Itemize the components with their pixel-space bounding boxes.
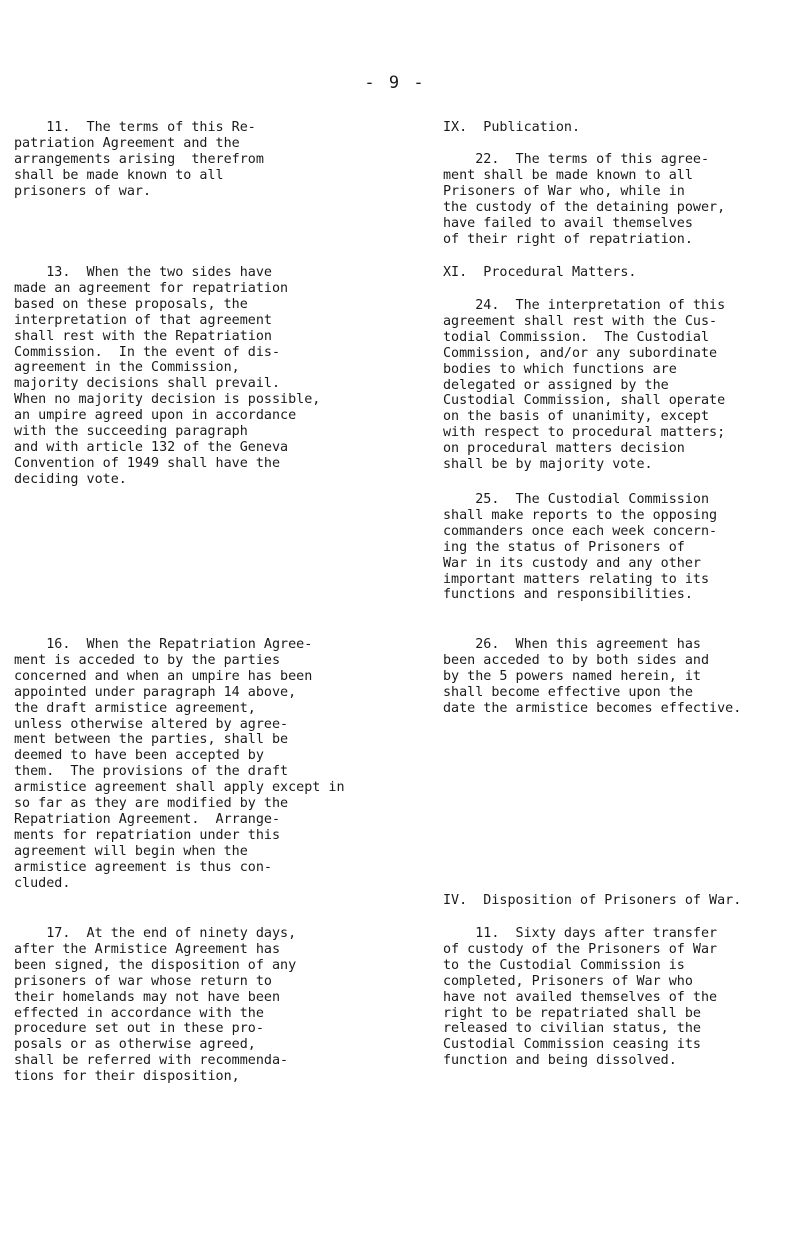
- section-heading-procedural-matters: XI. Procedural Matters.: [443, 265, 637, 280]
- paragraph-13: 13. When the two sides have made an agreement for repatriation based on these proposals, the interpretation of that agreement shall rest with the Repatriation Commission. In the event of dis- agreement in the Commission, majority decisions shall prevail. When no majority decision is possible, an umpire agreed upon in accordance with the succeeding paragraph and with article 132 of the Geneva Convention of 1949 shall have the deciding vote.: [14, 265, 321, 487]
- paragraph-25: 25. The Custodial Commission shall make reports to the opposing commanders once each week concern- ing the status of Prisoners of War in its custody and any other important matters relating to its functions and responsibilities.: [443, 492, 718, 603]
- paragraph-11-right: 11. Sixty days after transfer of custody of the Prisoners of War to the Custodial Commission is completed, Prisoners of War who have not availed themselves of the right to be repatriated shall be released to civilian status, the Custodial Commission ceasing its function and being dissolved.: [443, 926, 718, 1069]
- paragraph-17: 17. At the end of ninety days, after the Armistice Agreement has been signed, the disposition of any prisoners of war whose return to their homelands may not have been effected in accordance with the procedure set out in these pro- posals or as otherwise agreed, shall be referred with recommenda- tions for their disposition,: [14, 926, 297, 1085]
- paragraph-24: 24. The interpretation of this agreement shall rest with the Cus- todial Commission. The Custodial Commission, and/or any subordinate bodies to which functions are delegated or assigned by the Custodial Commission, shall operate on the basis of unanimity, except with respect to procedural matters; on procedural matters decision shall be by majority vote.: [443, 298, 726, 473]
- paragraph-26: 26. When this agreement has been acceded to by both sides and by the 5 powers named herein, it shall become effective upon the date the armistice becomes effective.: [443, 637, 742, 716]
- section-heading-publication: IX. Publication.: [443, 120, 581, 135]
- paragraph-16: 16. When the Repatriation Agree- ment is acceded to by the parties concerned and when an umpire has been appointed under paragraph 14 above, the draft armistice agreement, unless otherwise altered by agree- ment between the parties, shall be deemed to have been accepted by them. The provisions of the draft armistice agreement shall apply except in so far as they are modified by the Repatriation Agreement. Arrange- ments for repatriation under this agreement will begin when the armistice agreement is thus con- cluded.: [14, 637, 345, 891]
- paragraph-22: 22. The terms of this agree- ment shall be made known to all Prisoners of War who, while in the custody of the detaining power, have failed to avail themselves of their right of repatriation.: [443, 152, 726, 247]
- paragraph-11-left: 11. The terms of this Re- patriation Agreement and the arrangements arising therefrom shall be made known to all prisoners of war.: [14, 120, 264, 199]
- page-number: - 9 -: [364, 73, 426, 93]
- section-heading-disposition: IV. Disposition of Prisoners of War.: [443, 893, 742, 908]
